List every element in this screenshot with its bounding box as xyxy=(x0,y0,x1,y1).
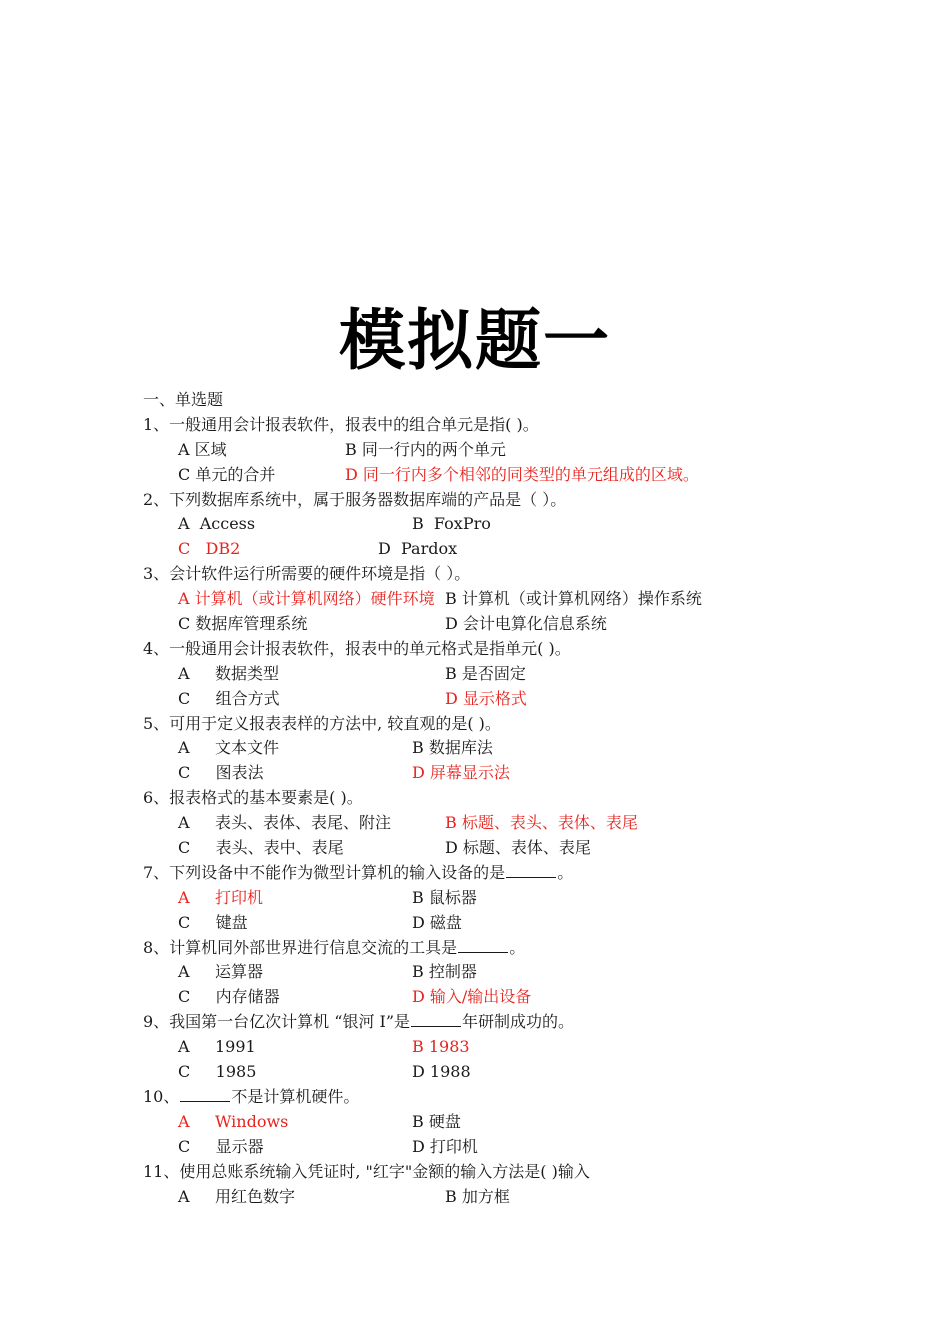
question-stem: 2、下列数据库系统中，属于服务器数据库端的产品是（ ）。 xyxy=(143,489,567,509)
fill-blank xyxy=(506,861,556,878)
option-row xyxy=(143,662,823,687)
option-d-answer: D 显示格式 xyxy=(445,688,527,708)
option-d: D 磁盘 xyxy=(412,912,462,932)
option-row xyxy=(143,911,823,936)
question-stem xyxy=(143,861,823,886)
option-b-answer: B 标题、表头、表体、表尾 xyxy=(445,813,638,833)
option-c: C 表头、表中、表尾 xyxy=(178,838,344,858)
option-c: C 1985 xyxy=(178,1062,257,1082)
stem-text: 年研制成功的。 xyxy=(462,1012,575,1032)
stem-text: 不是计算机硬件。 xyxy=(231,1086,360,1106)
option-a: A 运算器 xyxy=(178,962,263,982)
option-d: D 打印机 xyxy=(412,1136,478,1156)
option-row xyxy=(143,1035,823,1060)
option-c-answer: C DB2 xyxy=(178,539,241,559)
option-row xyxy=(143,1060,823,1085)
option-b: B 是否固定 xyxy=(445,663,526,683)
option-d: D 1988 xyxy=(412,1062,471,1082)
option-b: B 数据库法 xyxy=(412,738,493,758)
page-title: 模拟题一 xyxy=(339,301,611,379)
stem-text: 。 xyxy=(509,937,526,957)
option-a: A 表头、表体、表尾、附注 xyxy=(178,813,391,833)
question-list xyxy=(143,388,823,1209)
option-row xyxy=(143,985,823,1010)
option-c: C 单元的合并 xyxy=(178,464,276,484)
option-row xyxy=(143,1135,823,1160)
option-b: B 硬盘 xyxy=(412,1111,461,1131)
option-a-answer: A 打印机 xyxy=(178,887,263,907)
option-b: B 加方框 xyxy=(445,1186,510,1206)
option-row xyxy=(143,960,823,985)
option-c: C 图表法 xyxy=(178,763,264,783)
option-row xyxy=(143,886,823,911)
option-row xyxy=(143,761,823,786)
option-row xyxy=(143,612,823,637)
question-stem: 6、报表格式的基本要素是( )。 xyxy=(143,788,363,808)
option-a-answer: A 计算机（或计算机网络）硬件环境 xyxy=(178,589,435,609)
fill-blank xyxy=(180,1085,230,1102)
option-a: A Access xyxy=(178,514,256,534)
option-a-answer: A Windows xyxy=(178,1111,289,1131)
option-a: A 用红色数字 xyxy=(178,1186,295,1206)
option-row xyxy=(143,512,823,537)
question-stem: 5、可用于定义报表表样的方法中, 较直观的是( )。 xyxy=(143,713,501,733)
question-stem xyxy=(143,1085,823,1110)
fill-blank xyxy=(411,1010,461,1027)
option-b-answer: B 1983 xyxy=(412,1037,470,1057)
question-stem xyxy=(143,1010,823,1035)
option-a: A 区域 xyxy=(178,439,227,459)
option-row xyxy=(143,736,823,761)
option-b: B 控制器 xyxy=(412,962,477,982)
option-c: C 数据库管理系统 xyxy=(178,614,308,634)
question-stem: 1、一般通用会计报表软件，报表中的组合单元是指( )。 xyxy=(143,414,539,434)
option-row xyxy=(143,587,823,612)
stem-text: 9、我国第一台亿次计算机 “银河 I”是 xyxy=(143,1012,411,1032)
option-b: B 计算机（或计算机网络）操作系统 xyxy=(445,589,702,609)
option-a: A 文本文件 xyxy=(178,738,279,758)
option-d: D 标题、表体、表尾 xyxy=(445,838,591,858)
option-d-answer: D 输入/输出设备 xyxy=(412,987,532,1007)
question-stem: 11、使用总账系统输入凭证时, "红字"金额的输入方法是( )输入 xyxy=(143,1161,590,1181)
option-d: D 会计电算化信息系统 xyxy=(445,614,607,634)
question-stem: 4、一般通用会计报表软件，报表中的单元格式是指单元( )。 xyxy=(143,638,571,658)
option-c: C 内存储器 xyxy=(178,987,280,1007)
option-row xyxy=(143,1185,823,1210)
option-b: B FoxPro xyxy=(412,514,491,534)
option-d-answer: D 同一行内多个相邻的同类型的单元组成的区域。 xyxy=(345,464,699,484)
section-heading: 一、单选题 xyxy=(143,390,224,409)
option-c: C 显示器 xyxy=(178,1136,264,1156)
question-stem xyxy=(143,936,823,961)
option-row xyxy=(143,1110,823,1135)
stem-text: 7、下列设备中不能作为微型计算机的输入设备的是 xyxy=(143,862,506,882)
stem-text: 。 xyxy=(557,862,574,882)
option-row xyxy=(143,463,823,488)
option-d: D Pardox xyxy=(378,539,458,559)
option-b: B 同一行内的两个单元 xyxy=(345,439,506,459)
option-row xyxy=(143,438,823,463)
option-row xyxy=(143,687,823,712)
option-c: C 组合方式 xyxy=(178,688,280,708)
fill-blank xyxy=(458,936,508,953)
option-a: A 数据类型 xyxy=(178,663,279,683)
stem-text: 10、 xyxy=(143,1086,180,1106)
stem-text: 8、计算机同外部世界进行信息交流的工具是 xyxy=(143,937,458,957)
option-a: A 1991 xyxy=(178,1037,256,1057)
question-stem: 3、会计软件运行所需要的硬件环境是指（ ）。 xyxy=(143,564,471,584)
option-c: C 键盘 xyxy=(178,912,248,932)
option-row xyxy=(143,811,823,836)
option-row xyxy=(143,537,823,562)
option-d-answer: D 屏幕显示法 xyxy=(412,763,510,783)
option-b: B 鼠标器 xyxy=(412,887,477,907)
option-row xyxy=(143,836,823,861)
